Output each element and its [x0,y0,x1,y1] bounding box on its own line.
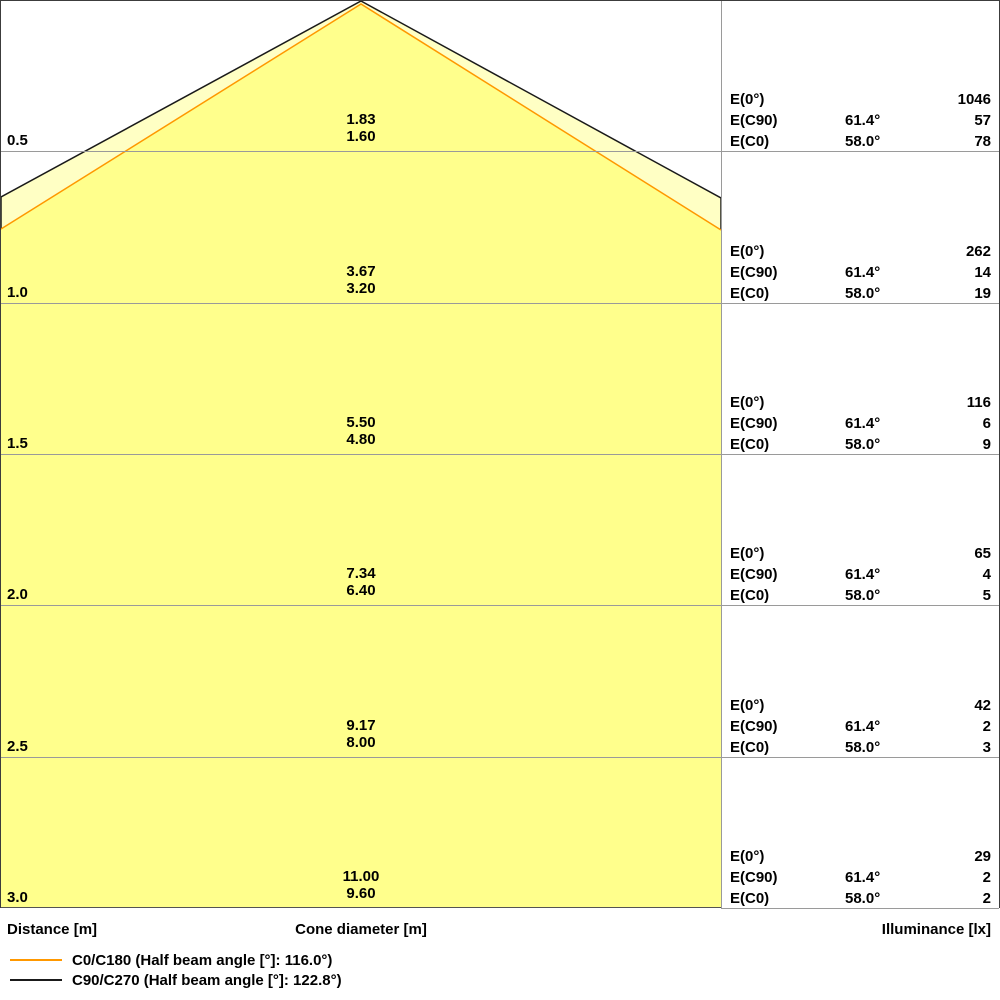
e0-row [730,241,991,262]
ec90-angle: 61.4° [845,566,881,583]
cone-diameter-c0: 4.80 [346,431,376,448]
cone-diameter-c0: 9.60 [346,885,376,902]
ec0-angle: 58.0° [845,587,881,604]
ec0-label: E(C0) [730,436,770,453]
ec0-value: 78 [974,133,991,150]
legend-label-c90-c270: C90/C270 (Half beam angle [°]: 122.8°) [72,971,342,989]
e0-value: 29 [974,848,991,865]
e0-label: E(0°) [730,243,765,260]
ec0-angle: 58.0° [845,133,881,150]
cone-diameter-c0: 1.60 [346,128,376,145]
ec90-row [730,716,991,737]
e0-value: 42 [974,697,991,714]
e0-value: 262 [965,243,991,260]
ec0-label: E(C0) [730,890,770,907]
ec90-label: E(C90) [730,264,778,281]
ec0-row [730,737,991,758]
cone-diameter-axis-label: Cone diameter [m] [295,921,427,938]
cone-diameter-c0: 8.00 [346,734,376,751]
e0-value: 116 [966,394,991,411]
cone-diameter-c0: 3.20 [346,280,376,297]
ec90-row [730,413,991,434]
ec90-label: E(C90) [730,415,778,432]
legend-label-c0-c180: C0/C180 (Half beam angle [°]: 116.0°) [72,951,333,969]
cone-diameter-values [261,414,461,448]
ec0-label: E(C0) [730,587,770,604]
ec90-value: 4 [982,566,991,583]
cone-diameter-values [261,717,461,751]
illuminance-block [730,543,991,606]
cone-diameter-c90: 1.83 [346,111,376,128]
ec0-angle: 58.0° [845,739,881,756]
e0-label: E(0°) [730,91,765,108]
ec0-label: E(C0) [730,133,770,150]
legend-item-c90-c270 [10,970,342,990]
e0-row [730,846,991,867]
ec90-row [730,867,991,888]
e0-value: 1046 [957,91,991,108]
e0-row [730,695,991,716]
ec90-row [730,564,991,585]
e0-label: E(0°) [730,394,765,411]
ec90-angle: 61.4° [845,415,881,432]
ec0-value: 5 [982,587,991,604]
ec0-angle: 58.0° [845,890,881,907]
ec90-value: 57 [974,112,991,129]
illuminance-block [730,695,991,758]
ec0-row [730,585,991,606]
ec0-value: 2 [982,890,991,907]
cone-diameter-c90: 3.67 [346,263,376,280]
ec90-angle: 61.4° [845,112,881,129]
distance-label: 1.0 [7,284,28,301]
e0-label: E(0°) [730,545,765,562]
ec0-label: E(C0) [730,285,770,302]
e0-row [730,543,991,564]
ec0-value: 19 [974,285,991,302]
ec90-value: 2 [982,869,991,886]
ec0-angle: 58.0° [845,285,881,302]
distance-label: 3.0 [7,889,28,906]
cone-diameter-values [261,111,461,145]
ec90-angle: 61.4° [845,264,881,281]
distance-label: 2.0 [7,586,28,603]
cone-diameter-values [261,868,461,902]
illuminance-block [730,241,991,304]
c0-c180-line-swatch [10,959,62,961]
ec0-row [730,434,991,455]
e0-label: E(0°) [730,848,765,865]
cone-diameter-values [261,263,461,297]
cone-diameter-c90: 11.00 [342,868,380,885]
distance-axis-label: Distance [m] [7,921,98,938]
ec0-value: 3 [982,739,991,756]
ec0-angle: 58.0° [845,436,881,453]
illuminance-block [730,846,991,909]
ec90-angle: 61.4° [845,718,881,735]
illuminance-axis-label: Illuminance [lx] [881,921,991,938]
ec90-angle: 61.4° [845,869,881,886]
legend [10,950,342,990]
ec0-row [730,131,991,152]
cone-diameter-values [261,565,461,599]
legend-item-c0-c180 [10,950,342,970]
cone-diameter-c0: 6.40 [346,582,376,599]
ec90-row [730,110,991,131]
ec0-row [730,888,991,909]
e0-value: 65 [974,545,991,562]
distance-label: 2.5 [7,738,28,755]
ec90-label: E(C90) [730,869,778,886]
ec0-label: E(C0) [730,739,770,756]
ec90-value: 14 [974,264,991,281]
ec90-label: E(C90) [730,566,778,583]
e0-row [730,89,991,110]
cone-diameter-c90: 9.17 [346,717,376,734]
ec0-value: 9 [982,436,991,453]
ec0-row [730,283,991,304]
c90-c270-line-swatch [10,979,62,981]
cone-diameter-c90: 5.50 [346,414,376,431]
ec90-label: E(C90) [730,718,778,735]
ec90-value: 2 [982,718,991,735]
e0-label: E(0°) [730,697,765,714]
e0-row [730,392,991,413]
ec90-value: 6 [982,415,991,432]
illuminance-block [730,392,991,455]
illuminance-block [730,89,991,152]
distance-label: 0.5 [7,132,28,149]
ec90-label: E(C90) [730,112,778,129]
distance-label: 1.5 [7,435,28,452]
ec90-row [730,262,991,283]
cone-diameter-c90: 7.34 [346,565,376,582]
